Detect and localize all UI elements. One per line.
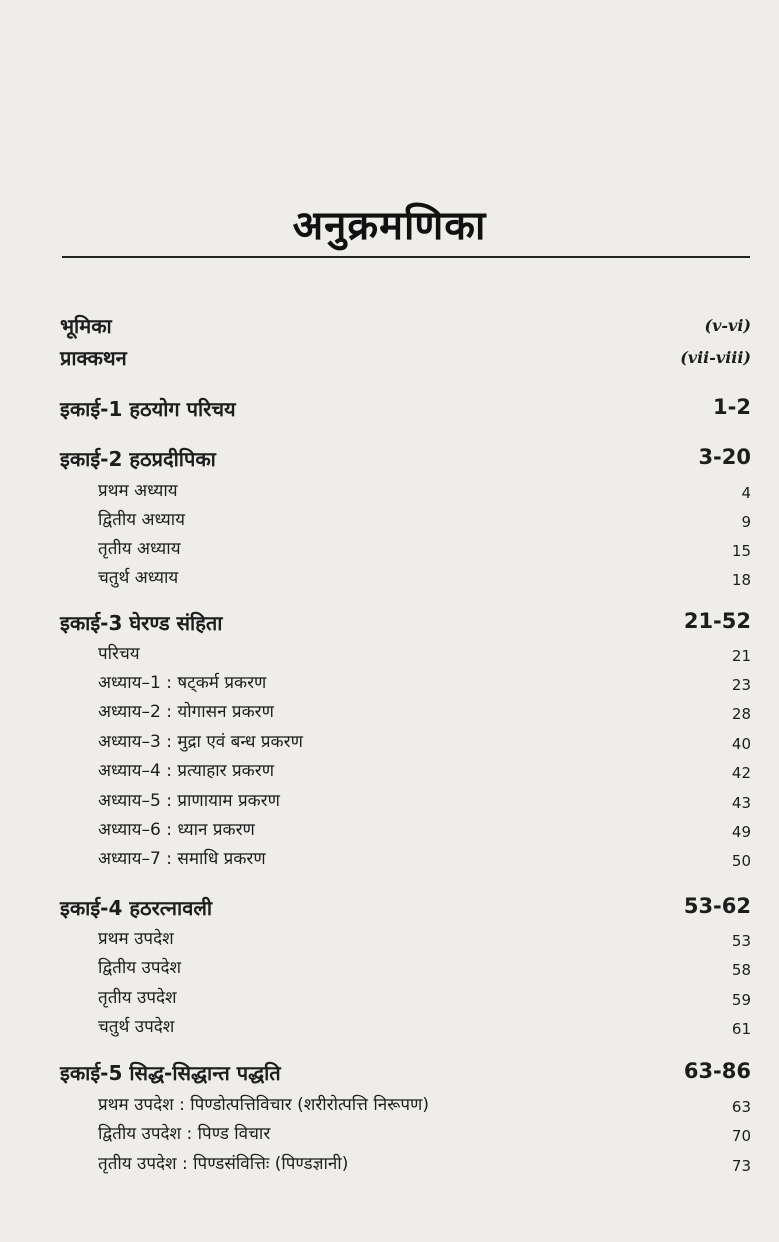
toc-subentry xyxy=(0,955,779,983)
subentry-label: प्रथम उपदेश xyxy=(98,929,174,949)
entry-label: प्राक्कथन xyxy=(60,346,127,370)
toc-unit-5 xyxy=(0,1059,779,1087)
subentry-label: परिचय xyxy=(98,644,140,664)
subentry-label: अध्याय–1 : षट्कर्म प्रकरण xyxy=(98,673,267,693)
subentry-label: चतुर्थ अध्याय xyxy=(98,568,179,588)
unit-pages: 63-86 xyxy=(683,1059,751,1083)
subentry-page: 9 xyxy=(741,513,751,531)
subentry-page: 4 xyxy=(741,484,751,502)
title-underline xyxy=(62,256,750,258)
subentry-label: तृतीय उपदेश xyxy=(98,988,177,1008)
subentry-label: प्रथम उपदेश : पिण्डोत्पत्तिविचार (शरीरोत्पत्ति निरूपण) xyxy=(98,1095,429,1115)
subentry-label: अध्याय–2 : योगासन प्रकरण xyxy=(98,702,274,722)
subentry-label: अध्याय–7 : समाधि प्रकरण xyxy=(98,849,266,869)
subentry-page: 61 xyxy=(731,1020,751,1038)
toc-subentry xyxy=(0,926,779,954)
subentry-page: 28 xyxy=(731,705,751,723)
toc-subentry xyxy=(0,1092,779,1120)
subentry-page: 49 xyxy=(731,823,751,841)
unit-pages: 53-62 xyxy=(683,894,751,918)
subentry-page: 43 xyxy=(731,794,751,812)
subentry-page: 59 xyxy=(731,991,751,1009)
toc-subentry xyxy=(0,536,779,564)
subentry-label: तृतीय अध्याय xyxy=(98,539,181,559)
subentry-page: 73 xyxy=(731,1157,751,1175)
unit-label: इकाई-2 हठप्रदीपिका xyxy=(60,447,216,471)
subentry-page: 42 xyxy=(731,764,751,782)
subentry-label: अध्याय–3 : मुद्रा एवं बन्ध प्रकरण xyxy=(98,732,303,752)
entry-pages: (v-vi) xyxy=(704,316,751,335)
subentry-label: द्वितीय उपदेश : पिण्ड विचार xyxy=(98,1124,271,1144)
subentry-page: 21 xyxy=(731,647,751,665)
toc-subentry xyxy=(0,846,779,874)
toc-subentry xyxy=(0,729,779,757)
subentry-page: 58 xyxy=(731,961,751,979)
unit-label: इकाई-4 हठरत्नावली xyxy=(60,896,213,920)
subentry-label: द्वितीय अध्याय xyxy=(98,510,186,530)
unit-pages: 3-20 xyxy=(698,445,751,469)
page-title: अनुक्रमणिका xyxy=(292,203,487,249)
entry-label: भूमिका xyxy=(60,314,112,338)
toc-subentry xyxy=(0,1151,779,1179)
subentry-page: 18 xyxy=(731,571,751,589)
toc-subentry xyxy=(0,507,779,535)
unit-pages: 1-2 xyxy=(713,395,751,419)
subentry-label: अध्याय–4 : प्रत्याहार प्रकरण xyxy=(98,761,274,781)
subentry-label: अध्याय–6 : ध्यान प्रकरण xyxy=(98,820,255,840)
subentry-page: 15 xyxy=(731,542,751,560)
subentry-page: 50 xyxy=(731,852,751,870)
subentry-page: 53 xyxy=(731,932,751,950)
toc-unit-3 xyxy=(0,609,779,637)
toc-subentry xyxy=(0,758,779,786)
toc-subentry xyxy=(0,788,779,816)
unit-label: इकाई-3 घेरण्ड संहिता xyxy=(60,611,223,635)
unit-label: इकाई-1 हठयोग परिचय xyxy=(60,397,236,421)
toc-subentry xyxy=(0,1121,779,1149)
subentry-page: 23 xyxy=(731,676,751,694)
toc-subentry xyxy=(0,565,779,593)
toc-unit-1 xyxy=(0,395,779,423)
toc-subentry xyxy=(0,985,779,1013)
subentry-label: प्रथम अध्याय xyxy=(98,481,178,501)
toc-unit-4 xyxy=(0,894,779,922)
toc-entry-prelim xyxy=(0,344,779,372)
unit-pages: 21-52 xyxy=(683,609,751,633)
toc-unit-2 xyxy=(0,445,779,473)
subentry-page: 40 xyxy=(731,735,751,753)
subentry-label: अध्याय–5 : प्राणायाम प्रकरण xyxy=(98,791,280,811)
toc-subentry xyxy=(0,670,779,698)
toc-subentry xyxy=(0,478,779,506)
entry-pages: (vii-viii) xyxy=(680,348,751,367)
toc-subentry xyxy=(0,699,779,727)
subentry-page: 63 xyxy=(731,1098,751,1116)
toc-subentry xyxy=(0,817,779,845)
subentry-label: द्वितीय उपदेश xyxy=(98,958,182,978)
toc-subentry xyxy=(0,1014,779,1042)
subentry-page: 70 xyxy=(731,1127,751,1145)
subentry-label: चतुर्थ उपदेश xyxy=(98,1017,175,1037)
unit-label: इकाई-5 सिद्ध-सिद्धान्त पद्धति xyxy=(60,1061,281,1085)
toc-subentry xyxy=(0,641,779,669)
subentry-label: तृतीय उपदेश : पिण्डसंवित्तिः (पिण्डज्ञानी) xyxy=(98,1154,349,1174)
toc-entry-prelim xyxy=(0,312,779,340)
